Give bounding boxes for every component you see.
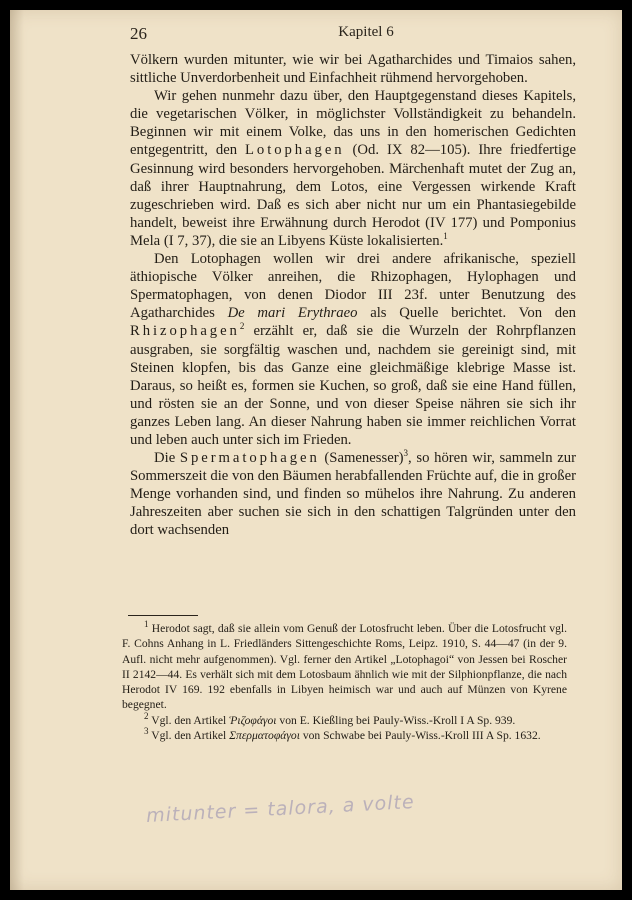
paragraph-4-text-b: (Samenesser)	[319, 450, 404, 467]
paragraph-4-text-c: , so hören wir, sammeln zur Sommerszeit die von den Bäumen herabfallenden Früchte auf, die in großer Menge vorhanden sind, und finden so mühelos ihre Nahrung. Zu anderen Jahreszeiten aber suchen sie sich in den schattigen Talgründen unter den dort wachsenden	[130, 450, 576, 539]
paragraph-3-text-a: Den Lotophagen wollen wir drei andere afrikanische, speziell äthiopische Völker anreihen, die Rhizophagen, Hylophagen und Spermatophagen, von denen Diodor III 23f. unter Benutzung des Agatharchides	[130, 251, 576, 322]
footnote-3	[122, 728, 567, 743]
footnote-2-text-b: von E. Kießling bei Pauly-Wiss.-Kroll I A Sp. 939.	[276, 713, 516, 727]
term-spermatophagen: Spermatophagen	[179, 450, 320, 467]
paragraph-2	[130, 87, 576, 250]
page-header	[130, 24, 592, 46]
paragraph-1-text: Völkern wurden mitunter, wie wir bei Agatharchides und Timaios sahen, sittliche Unverdorbenheit und Einfachheit rühmend hervorgehoben.	[130, 52, 576, 87]
paragraph-3	[130, 250, 576, 449]
footnote-1	[122, 621, 567, 713]
term-lotophagen: Lotophagen	[245, 142, 345, 159]
paragraph-2-text-b: (Od. IX 82—105). Ihre friedfertige Gesinnung wird besonders hervorgehoben. Märchenhaft mutet der Zug an, daß ihrer Hauptnahrung, dem Lotos, eine Vergessen wirkende Kraft zugeschrieben wird. Daß es sich aber nicht nur um ein Phantasiegebilde handelt, beweist ihre Erwähnung durch Herodot (IV 177) und Pomponius Mela (I 7, 37), die sie an Libyens Küste lokalisierten.	[130, 142, 576, 249]
main-text	[130, 51, 576, 540]
paragraph-3-text-c: erzählt er, daß sie die Wurzeln der Rohrpflanzen ausgraben, sie sorgfältig waschen und, nachdem sie gereinigt sind, mit Steinen klopfen, bis das Ganze eine gleichmäßige klebrige Masse ist. Daraus, so heißt es, formen sie Kuchen, so groß, daß sie eine Hand füllen, und rösten sie an der Sonne, und von dieser Speise nähren sie sich ihr ganzes Leben lang. An dieser Nahrung haben sie immer reichlichen Vorrat und leben auch unter sich im Frieden.	[130, 323, 576, 448]
term-rhizophagen: Rhizophagen	[130, 323, 240, 340]
footnote-2-text-a: Vgl. den Artikel	[151, 713, 230, 727]
page-gutter-shadow	[10, 10, 24, 890]
page-number: 26	[130, 24, 147, 43]
footnotes	[122, 621, 567, 743]
footnote-3-greek-term: Σπερματοφάγοι	[229, 729, 300, 743]
footnote-1-number: 1	[144, 619, 149, 630]
work-title-italic: De mari Erythraeo	[227, 305, 358, 322]
running-title: Kapitel 6	[338, 24, 394, 40]
footnote-3-number: 3	[144, 726, 149, 737]
footnote-2	[122, 710, 567, 728]
book-page	[10, 10, 622, 890]
paragraph-4-text-a: Die	[154, 450, 180, 467]
footnote-1-text: Herodot sagt, daß sie allein vom Genuß der Lotosfrucht leben. Über die Lotosfrucht vgl. F. Cohns Anhang in L. Friedländers Sittengeschichte Roms, Leipz. 1910, S. 44—47 (in der 9. Aufl. nicht mehr aufgenommen). Vgl. ferner den Artikel „Lotophagoi“ von Jessen bei Roscher II 2142—44. Es verhält sich mit dem Lotosbaum ähnlich wie mit der Silphionpflanze, die nach Herodot IV 169. 192 ebenfalls in Libyen heimisch war und auch auf Münzen von Kyrene begegnet.	[122, 622, 567, 712]
footnote-ref-2: 2	[239, 321, 245, 332]
footnote-3-text-b: von Schwabe bei Pauly-Wiss.-Kroll III A Sp. 1632.	[299, 729, 541, 743]
footnote-2-greek-term: Ῥιζοφάγοι	[229, 713, 277, 727]
footnote-divider	[128, 615, 198, 616]
footnote-2-number: 2	[144, 710, 149, 721]
paragraph-4	[130, 449, 576, 539]
handwritten-pencil-note: mitunter = talora, a volte	[145, 790, 416, 828]
footnote-ref-3: 3	[403, 448, 409, 459]
paragraph-3-text-b: als Quelle berichtet. Von den	[357, 305, 576, 322]
paragraph-1	[130, 51, 576, 87]
paragraph-2-text-a: Wir gehen nunmehr dazu über, den Hauptgegenstand dieses Kapitels, die vegetarischen Völker, in möglichster Vollständigkeit zu behandeln. Beginnen wir mit einem Volke, das uns in den homerischen Gedichten entgegentritt, den	[130, 88, 576, 159]
footnote-3-text-a: Vgl. den Artikel	[151, 729, 230, 743]
footnote-ref-1: 1	[443, 231, 448, 242]
